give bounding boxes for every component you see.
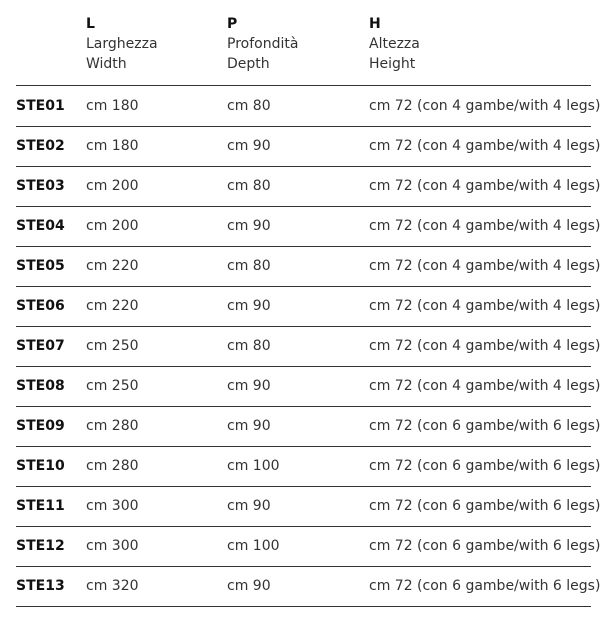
row-height: cm 72 (con 4 gambe/with 4 legs) [369, 338, 601, 354]
row-width: cm 280 [86, 418, 139, 434]
row-depth: cm 80 [227, 338, 271, 354]
row-depth: cm 100 [227, 538, 280, 554]
row-width: cm 250 [86, 378, 139, 394]
table-row [0, 326, 609, 366]
row-depth: cm 90 [227, 418, 271, 434]
header-height-en: Height [369, 56, 416, 72]
row-width: cm 180 [86, 98, 139, 114]
row-width: cm 180 [86, 138, 139, 154]
table-row [0, 166, 609, 206]
row-depth: cm 80 [227, 258, 271, 274]
table-row [0, 526, 609, 566]
row-code: STE12 [16, 538, 65, 554]
row-depth: cm 90 [227, 578, 271, 594]
header-width-letter: L [86, 16, 95, 32]
row-depth: cm 90 [227, 378, 271, 394]
row-height: cm 72 (con 6 gambe/with 6 legs) [369, 498, 601, 514]
row-code: STE10 [16, 458, 65, 474]
row-width: cm 220 [86, 258, 139, 274]
header-width-it: Larghezza [86, 36, 158, 52]
row-divider [16, 606, 591, 607]
row-width: cm 320 [86, 578, 139, 594]
table-row [0, 86, 609, 126]
row-code: STE02 [16, 138, 65, 154]
row-code: STE07 [16, 338, 65, 354]
row-width: cm 200 [86, 178, 139, 194]
row-width: cm 300 [86, 498, 139, 514]
row-height: cm 72 (con 4 gambe/with 4 legs) [369, 378, 601, 394]
row-height: cm 72 (con 4 gambe/with 4 legs) [369, 178, 601, 194]
row-width: cm 220 [86, 298, 139, 314]
row-depth: cm 90 [227, 138, 271, 154]
row-height: cm 72 (con 4 gambe/with 4 legs) [369, 258, 601, 274]
header-depth [227, 14, 298, 74]
row-width: cm 300 [86, 538, 139, 554]
row-width: cm 280 [86, 458, 139, 474]
table-row [0, 566, 609, 606]
table-row [0, 246, 609, 286]
table-row [0, 126, 609, 166]
row-depth: cm 90 [227, 498, 271, 514]
header-depth-en: Depth [227, 56, 270, 72]
row-height: cm 72 (con 6 gambe/with 6 legs) [369, 538, 601, 554]
row-code: STE01 [16, 98, 65, 114]
header-height [369, 14, 420, 74]
row-code: STE13 [16, 578, 65, 594]
header-height-it: Altezza [369, 36, 420, 52]
row-depth: cm 100 [227, 458, 280, 474]
row-code: STE09 [16, 418, 65, 434]
header-depth-letter: P [227, 16, 238, 32]
header-width [86, 14, 158, 74]
row-height: cm 72 (con 4 gambe/with 4 legs) [369, 298, 601, 314]
table-row [0, 406, 609, 446]
row-height: cm 72 (con 6 gambe/with 6 legs) [369, 418, 601, 434]
row-height: cm 72 (con 6 gambe/with 6 legs) [369, 578, 601, 594]
row-depth: cm 80 [227, 178, 271, 194]
row-code: STE04 [16, 218, 65, 234]
row-code: STE05 [16, 258, 65, 274]
table-row [0, 486, 609, 526]
row-depth: cm 90 [227, 298, 271, 314]
table-row [0, 366, 609, 406]
row-height: cm 72 (con 6 gambe/with 6 legs) [369, 458, 601, 474]
row-width: cm 250 [86, 338, 139, 354]
header-height-letter: H [369, 16, 381, 32]
row-code: STE03 [16, 178, 65, 194]
table-row [0, 286, 609, 326]
row-height: cm 72 (con 4 gambe/with 4 legs) [369, 218, 601, 234]
header-depth-it: Profondità [227, 36, 299, 52]
table-row [0, 206, 609, 246]
row-code: STE08 [16, 378, 65, 394]
row-height: cm 72 (con 4 gambe/with 4 legs) [369, 98, 601, 114]
row-depth: cm 90 [227, 218, 271, 234]
row-code: STE11 [16, 498, 65, 514]
header-width-en: Width [86, 56, 127, 72]
row-width: cm 200 [86, 218, 139, 234]
row-depth: cm 80 [227, 98, 271, 114]
row-height: cm 72 (con 4 gambe/with 4 legs) [369, 138, 601, 154]
table-row [0, 446, 609, 486]
row-code: STE06 [16, 298, 65, 314]
